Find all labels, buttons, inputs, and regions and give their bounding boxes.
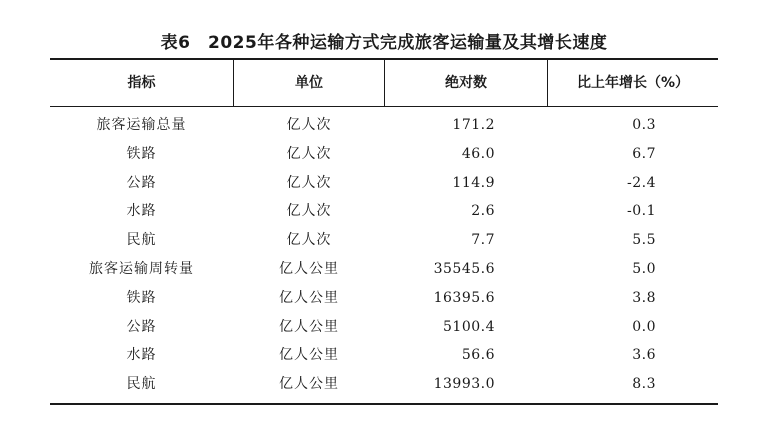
table-row — [0, 370, 768, 399]
absolute-cell: 5100.4 — [443, 318, 495, 335]
table-bottom-rule — [50, 403, 718, 405]
indicator-cell: 铁路 — [126, 289, 157, 306]
growth-cell: 6.7 — [632, 145, 656, 162]
unit-cell: 亿人次 — [286, 174, 332, 191]
unit-cell: 亿人次 — [286, 203, 332, 220]
header-bottom-rule — [50, 106, 718, 107]
absolute-cell: 7.7 — [471, 232, 495, 249]
growth-cell: 0.3 — [632, 117, 656, 133]
indicator-cell: 水路 — [126, 203, 157, 220]
unit-cell: 亿人公里 — [279, 376, 339, 393]
unit-cell: 亿人次 — [286, 117, 332, 133]
growth-cell: 3.6 — [632, 347, 656, 364]
absolute-cell: 114.9 — [452, 174, 495, 191]
table-row — [0, 255, 768, 284]
absolute-cell: 46.0 — [461, 145, 495, 162]
table-row — [0, 341, 768, 370]
table-title: 表6 2025年各种运输方式完成旅客运输量及其增长速度 — [160, 33, 608, 53]
indicator-cell: 公路 — [126, 318, 157, 335]
indicator-cell: 民航 — [126, 376, 157, 393]
unit-cell: 亿人公里 — [279, 318, 339, 335]
header-unit: 单位 — [295, 75, 323, 91]
unit-cell: 亿人公里 — [279, 260, 339, 277]
absolute-cell: 16395.6 — [433, 289, 495, 306]
growth-cell: 0.0 — [632, 318, 656, 335]
indicator-cell: 铁路 — [126, 145, 157, 162]
table-row — [0, 169, 768, 198]
indicator-cell: 旅客运输周转量 — [89, 260, 194, 277]
header-indicator: 指标 — [127, 75, 156, 91]
table-row — [0, 284, 768, 313]
growth-cell: 5.0 — [632, 260, 656, 277]
absolute-cell: 35545.6 — [433, 260, 495, 277]
table-row — [0, 140, 768, 169]
absolute-cell: 2.6 — [471, 203, 495, 220]
growth-cell: 3.8 — [632, 289, 656, 306]
unit-cell: 亿人公里 — [279, 347, 339, 364]
header-absolute: 绝对数 — [445, 75, 487, 91]
absolute-cell: 56.6 — [461, 347, 495, 364]
growth-cell: 8.3 — [632, 376, 656, 393]
unit-cell: 亿人次 — [286, 232, 332, 249]
growth-cell: -0.1 — [627, 203, 656, 220]
table-row — [0, 313, 768, 342]
table-row — [0, 226, 768, 255]
table-row — [0, 111, 768, 140]
absolute-cell: 13993.0 — [433, 376, 495, 393]
growth-cell: -2.4 — [627, 174, 656, 191]
table-row — [0, 197, 768, 226]
indicator-cell: 民航 — [126, 232, 157, 249]
absolute-cell: 171.2 — [452, 117, 495, 133]
indicator-cell: 旅客运输总量 — [96, 117, 187, 133]
header-growth: 比上年增长（%） — [576, 75, 690, 91]
growth-cell: 5.5 — [632, 232, 656, 249]
table-body — [0, 111, 768, 399]
indicator-cell: 水路 — [126, 347, 157, 364]
indicator-cell: 公路 — [126, 174, 157, 191]
unit-cell: 亿人次 — [286, 145, 332, 162]
unit-cell: 亿人公里 — [279, 289, 339, 306]
